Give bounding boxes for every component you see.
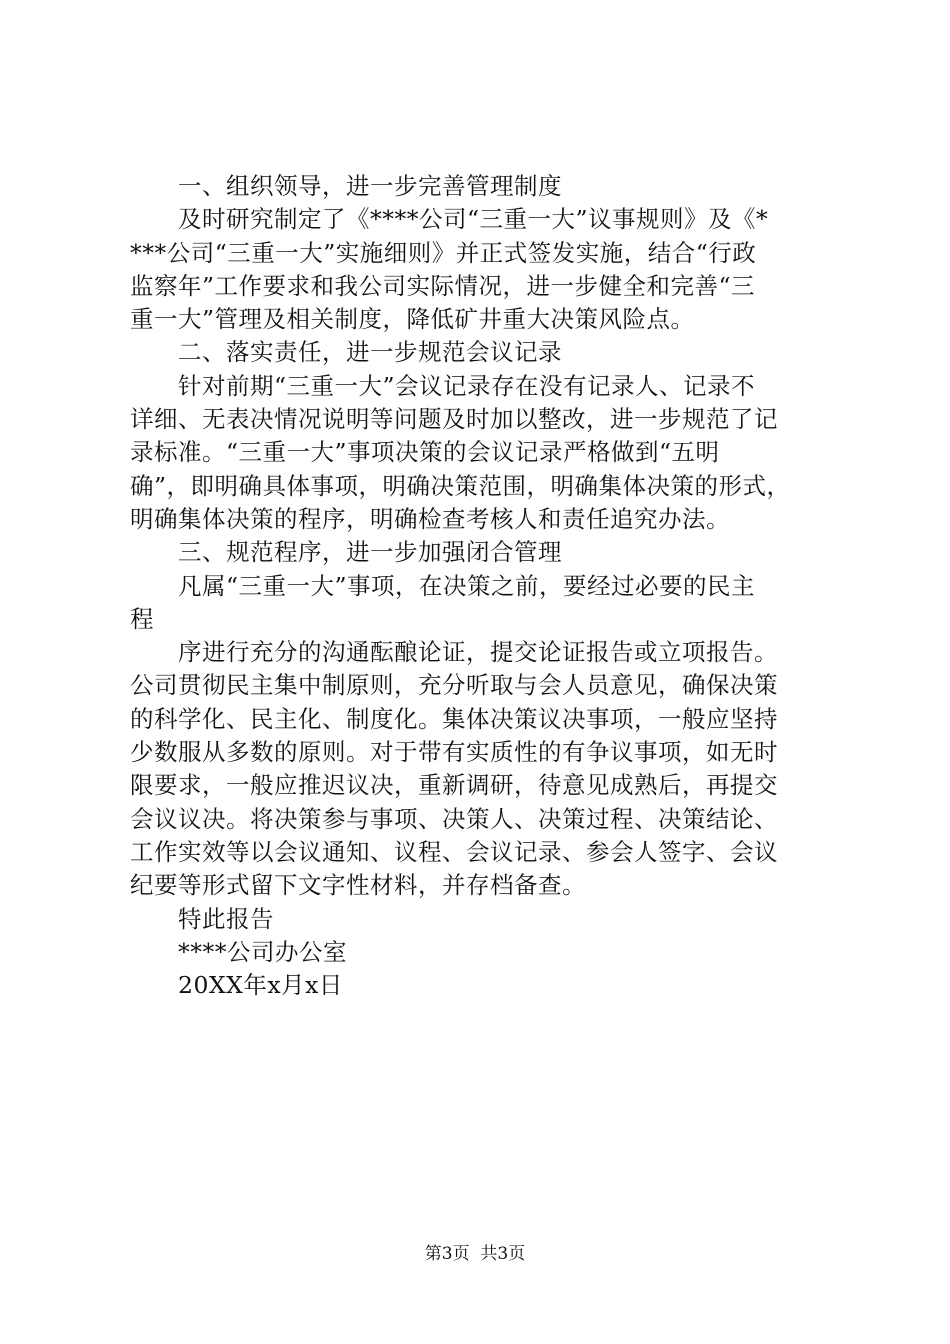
section-heading-3: 三、规范程序，进一步加强闭合管理 <box>178 538 562 567</box>
page-number-footer: 第3页 共3页 <box>424 1244 526 1264</box>
paragraph-line: 录标准。“三重一大”事项决策的会议记录严格做到“五明 <box>130 438 720 467</box>
paragraph-line: 的科学化、民主化、制度化。集体决策议决事项，一般应坚持 <box>130 704 778 733</box>
paragraph-line: 详细、无表决情况说明等问题及时加以整改，进一步规范了记 <box>130 405 778 434</box>
paragraph-line: 凡属“三重一大”事项，在决策之前，要经过必要的民主 <box>178 571 756 600</box>
closing-phrase: 特此报告 <box>178 904 274 933</box>
paragraph-line: 重一大”管理及相关制度，降低矿井重大决策风险点。 <box>130 305 695 334</box>
document-body <box>130 170 830 1002</box>
paragraph-line: 确”，即明确具体事项，明确决策范围，明确集体决策的形式， <box>130 471 791 500</box>
paragraph-line: 会议议决。将决策参与事项、决策人、决策过程、决策结论、 <box>130 804 778 833</box>
paragraph-line: 序进行充分的沟通酝酿论证，提交论证报告或立项报告。 <box>178 638 778 667</box>
paragraph-line: 及时研究制定了《****公司“三重一大”议事规则》及《* <box>178 205 769 234</box>
paragraph-line: 工作实效等以会议通知、议程、会议记录、参会人签字、会议 <box>130 837 778 866</box>
paragraph-line: 公司贯彻民主集中制原则，充分听取与会人员意见，确保决策 <box>130 671 778 700</box>
paragraph-line: ***公司“三重一大”实施细则》并正式签发实施，结合“行政 <box>130 238 757 267</box>
paragraph-line: 限要求，一般应推迟议决，重新调研，待意见成熟后，再提交 <box>130 771 778 800</box>
signature-office: ****公司办公室 <box>178 937 347 966</box>
paragraph-line: 针对前期“三重一大”会议记录存在没有记录人、记录不 <box>178 371 756 400</box>
paragraph-line: 程 <box>130 604 154 633</box>
section-heading-1: 一、组织领导，进一步完善管理制度 <box>178 172 562 200</box>
signature-date: 20XX年x月x日 <box>178 971 343 1000</box>
paragraph-line: 明确集体决策的程序，明确检查考核人和责任追究办法。 <box>130 504 730 533</box>
paragraph-line: 少数服从多数的原则。对于带有实质性的有争议事项，如无时 <box>130 738 778 767</box>
section-heading-2: 二、落实责任，进一步规范会议记录 <box>178 338 562 367</box>
paragraph-line: 纪要等形式留下文字性材料，并存档备查。 <box>130 871 586 900</box>
paragraph-line: 监察年”工作要求和我公司实际情况，进一步健全和完善“三 <box>130 271 756 300</box>
